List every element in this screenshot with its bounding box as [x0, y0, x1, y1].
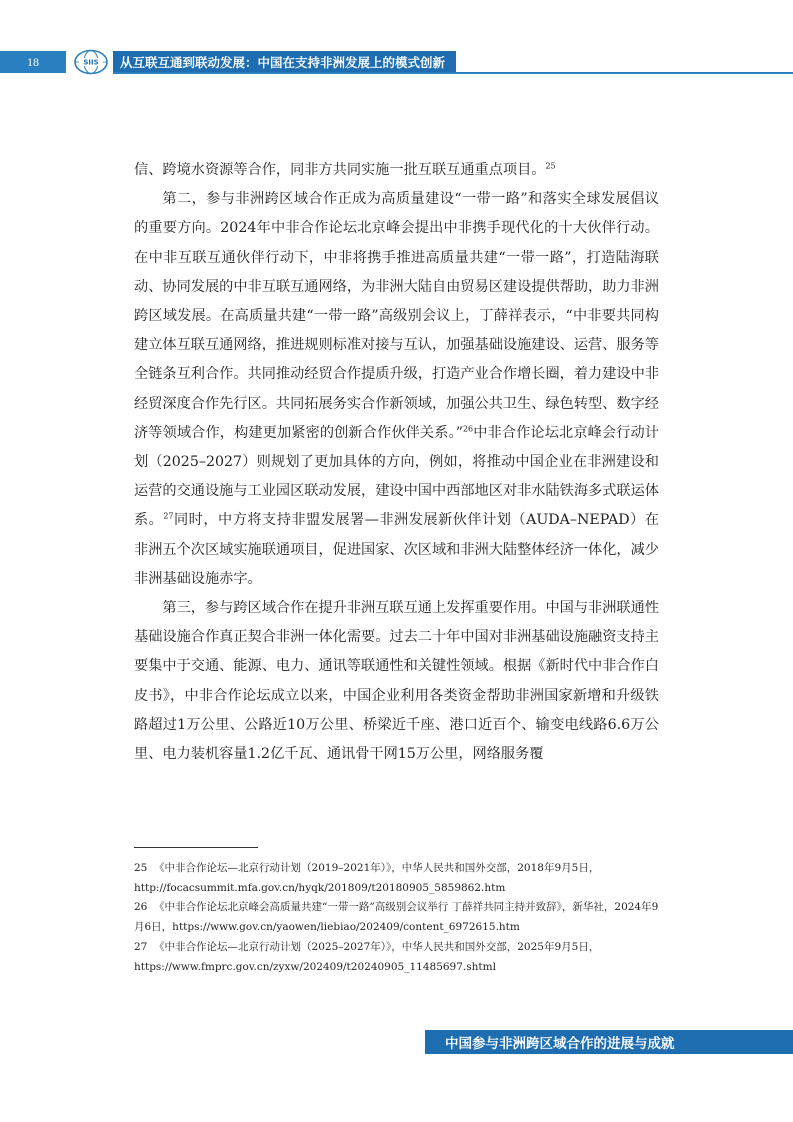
footnote-ref-26[interactable]: 26	[462, 424, 474, 434]
footnote-divider	[134, 847, 258, 848]
logo-text: SIIS	[83, 58, 99, 67]
paragraph-3: 第三，参与跨区域合作在提升非洲互联互通上发挥重要作用。中国与非洲联通性基础设施合作真正契合非洲一体化需要。过去二十年中国对非洲基础设施融资支持主要集中于交通、能源、电力、通讯等联通性和关键性领域。根据《新时代中非合作白皮书》，中非合作论坛成立以来，中国企业利用各类资金帮助非洲国家新增和升级铁路超过1万公里、公路近10万公里、桥梁近千座、港口近百个、输变电线路6.6万公里、电力装机容量1.2亿千瓦、通讯骨干网15万公里，网络服务覆	[134, 600, 659, 763]
header-title: 从互联互通到联动发展：中国在支持非洲发展上的模式创新	[120, 55, 446, 70]
paragraph-2: 第二，参与非洲跨区域合作正成为高质量建设“一带一路”和落实全球发展倡议的重要方向。2024年中非合作论坛北京峰会提出中非携手现代化的十大伙伴行动。在中非互联互通伙伴行动下，中非将携手推进高质量共建“一带一路”，打造陆海联动、协同发展的中非互联互通网络，为非洲大陆自由贸易区建设提供帮助，助力非洲跨区域发展。在高质量共建“一带一路”高级别会议上，丁薛祥表示，“中非要共同构建立体互联互通网络，推进规则标准对接与互认，加强基础设施建设、运营、服务等全链条互利合作。共同推动经贸合作提质升级，打造产业合作增长圈，着力建设中非经贸深度合作先行区。共同拓展务实合作新领域，加强公共卫生、绿色转型、数字经济等领域合作，构建更加紧密的创新合作伙伴关系。”$^{26}$中非合作论坛北京峰会行动计划（2025–2027）则规划了更加具体的方向，例如，将推动中国企业在非洲建设和运营的交通设施与工业园区联动发展，建设中国中西部地区对非水陆铁海多式联运体系。$^{27}$同时，中方将支持非盟发展署—非洲发展新伙伴计划（AUDA–NEPAD）在非洲五个次区域实施联通项目，促进国家、次区域和非洲大陆整体经济一体化，减少非洲基础设施赤字。	[134, 191, 659, 587]
siis-logo-icon	[73, 49, 109, 75]
footer-title: 中国参与非洲跨区域合作的进展与成就	[425, 1030, 793, 1054]
footnote-ref-25[interactable]: 25	[545, 161, 556, 171]
footnote-26: 26 《中非合作论坛北京峰会高质量共建“一带一路”高级别会议举行 丁薛祥共同主持并致辞》，新华社，2024年9月6日，https://www.gov.cn/yaowen/liebiao/202409/content_6972615.htm	[134, 901, 659, 934]
footnote-25: 25 《中非合作论坛—北京行动计划（2019–2021年）》，中华人民共和国外交部，2018年9月5日，http://focacsummit.mfa.gov.cn/hyqk/201809/t20180905_5859862.htm	[134, 862, 600, 894]
body-text	[134, 156, 659, 769]
footnote-27: 27 《中非合作论坛—北京行动计划（2025–2027年）》，中华人民共和国外交部，2025年9月5日，https://www.fmprc.gov.cn/zyxw/202409/t20240905_11485697.shtml	[134, 940, 600, 973]
page-number: 18	[0, 51, 66, 73]
header-divider	[113, 72, 793, 74]
paragraph-1: 信、跨境水资源等合作，同非方共同实施一批互联互通重点项目。$^{25}$	[134, 161, 556, 178]
footnotes	[134, 859, 664, 977]
footnote-ref-27[interactable]: 27	[163, 511, 174, 521]
